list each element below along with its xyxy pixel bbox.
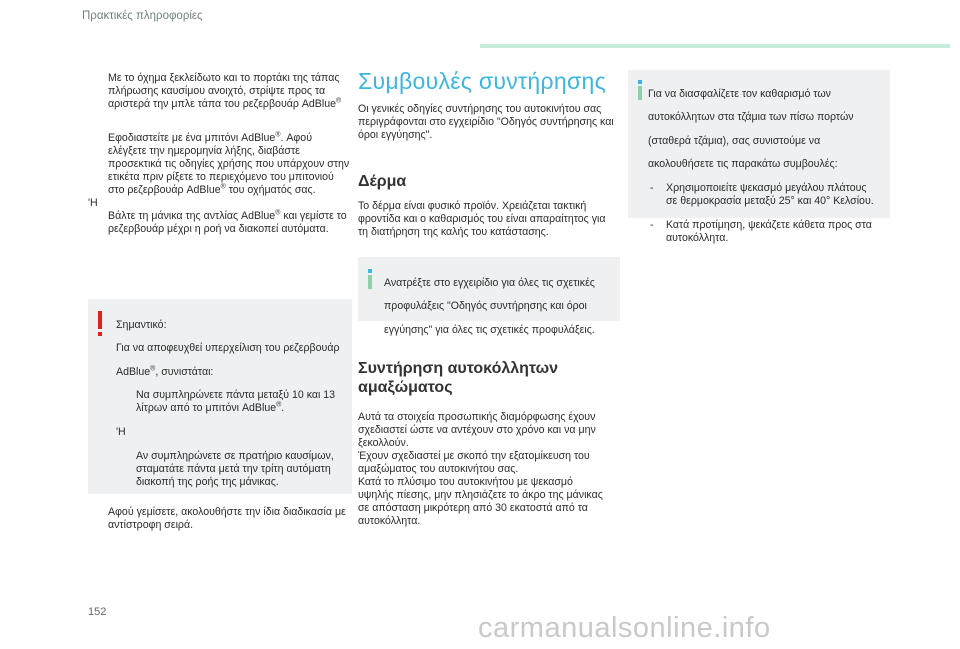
intro-paragraph: Οι γενικές οδηγίες συντήρησης του αυτοκινήτου σας περιγράφονται στο εγχειρίδιο "Οδηγός συντήρησης και όροι εγγύησης". xyxy=(358,103,614,141)
warning-item-station: Αν συμπληρώνετε σε πρατήριο καυσίμων, σταματάτε πάντα μετά την τρίτη αυτόματη διακοπή της ροής της μάνικας. xyxy=(136,449,334,488)
left-column-end xyxy=(88,506,350,532)
info-bar-icon xyxy=(366,269,374,289)
warning-box xyxy=(88,299,352,494)
warning-line: Για να αποφευχθεί υπερχείλιση του ρεζερβουάρ xyxy=(116,342,340,355)
step-pump: Βάλτε τη μάνικα της αντλίας AdBlue® και γεμίστε το ρεζερβουάρ μέχρι η ροή να διακοπεί αυτόματα. xyxy=(108,209,347,235)
section-title: Συμβουλές συντήρησης xyxy=(358,68,606,94)
info-bar-icon xyxy=(636,80,644,100)
step-open-cap: Με το όχημα ξεκλείδωτο και το πορτάκι της τάπας πλήρωσης καυσίμου ανοιχτό, στρίψτε προς τα αριστερά την μπλε τάπα του ρεζερβουάρ AdBlue® xyxy=(108,72,342,110)
leather-info-box: Ανατρέξτε στο εγχειρίδιο για όλες τις σχετικές προφυλάξεις "Οδηγός συντήρησης και όροι εγγύησης" για όλες τις σχετικές προφυλάξεις. xyxy=(358,257,620,321)
leather-heading: Δέρμα xyxy=(358,173,407,190)
windows-info-box: Για να διασφαλίζετε τον καθαρισμό των αυτοκόλλητων στα τζάμια των πίσω πορτών (σταθερά τζάμια), σας συνιστούμε να ακολουθήσετε τις παρακάτω συμβουλές: - Χρησιμοποιείτε ψεκασμό μεγάλου πλάτους σε θερμοκρασία μεταξύ 25° και 40° Κελσίου. - Κατά προτίμηση, ψεκάζετε κάθετα προς στα αυτοκόλλητα. xyxy=(628,70,890,218)
running-header: Πρακτικές πληροφορίες xyxy=(82,10,203,22)
header-accent-bar xyxy=(480,44,950,48)
stickers-heading: Συντήρηση αυτοκόλλητων αμαξώματος xyxy=(358,360,559,396)
advice-item: - Κατά προτίμηση, ψεκάζετε κάθετα προς στα αυτοκόλλητα. xyxy=(650,218,872,244)
stickers-section: Συντήρηση αυτοκόλλητων αμαξώματος Αυτά τα στοιχεία προσωπικής διαμόρφωσης έχουν σχεδιαστεί ώστε να αντέχουν στο χρόνο και να μην ξεκολλούν. Έχουν σχεδιαστεί με σκοπό την εξατομίκευση του αμαξώματος του αυτοκινήτου σας. Κατά το πλύσιμο του αυτοκινήτου με ψεκασμό υψηλής πίεσης, μην πλησιάζετε το άκρο της μάνικας σε απόσταση μικρότερη από 30 εκατοστά από τα αυτοκόλλητα. xyxy=(358,359,620,528)
left-column xyxy=(88,72,350,236)
warning-line: AdBlue®, συνιστάται: xyxy=(116,365,214,378)
or-separator: 'Η xyxy=(88,197,98,209)
step-close: Αφού γεμίσετε, ακολουθήστε την ίδια διαδικασία με αντίστροφη σειρά. xyxy=(108,506,346,531)
watermark: carmanualsonline.info xyxy=(478,612,771,644)
advice-item: - Χρησιμοποιείτε ψεκασμό μεγάλου πλάτους σε θερμοκρασία μεταξύ 25° και 40° Κελσίου. xyxy=(650,181,874,207)
or-separator: 'Η xyxy=(116,425,126,438)
step-get-can: Εφοδιαστείτε με ένα μπιτόνι AdBlue®. Αφού ελέγξετε την ημερομηνία λήξης, διαβάστε προσεκτικά τις οδηγίες χρήσης που υπάρχουν στην ετικέτα πριν ρίξετε το περιεχόμενο του μπιτονιού στο ρεζερβουάρ AdBlue® του οχήματός σας. xyxy=(108,131,350,196)
warning-exclamation-icon xyxy=(95,311,105,337)
leather-section: Δέρμα Το δέρμα είναι φυσικό προϊόν. Χρειάζεται τακτική φροντίδα και ο καθαρισμός του είναι απαραίτητος για τη διατήρηση της καλής του κατάστασης. xyxy=(358,172,620,239)
page-number: 152 xyxy=(88,606,107,618)
warning-item-can: Να συμπληρώνετε πάντα μεταξύ 10 και 13 λίτρων από το μπιτόνι AdBlue®. xyxy=(136,389,336,415)
warning-title: Σημαντικό: xyxy=(116,318,167,331)
